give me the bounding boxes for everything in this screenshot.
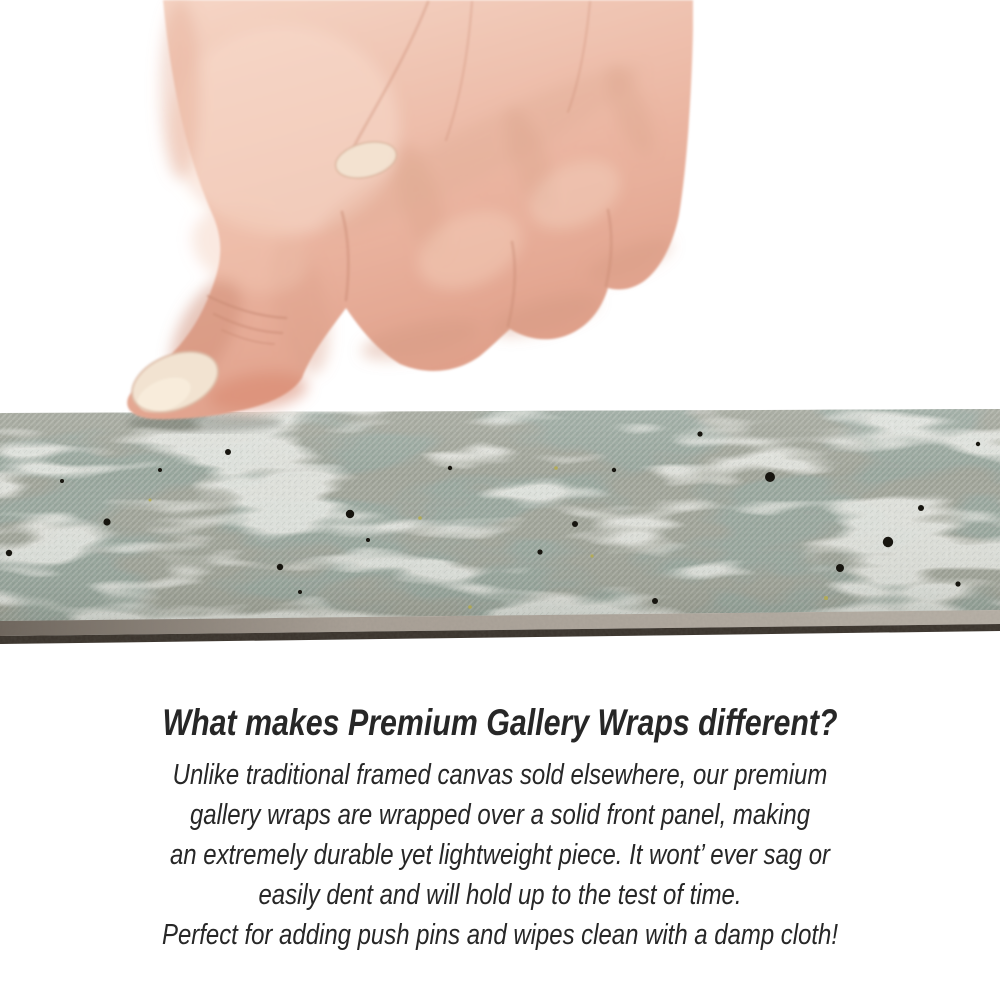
caption-line-3: an extremely durable yet lightweight piece. It wont’ ever sag or <box>169 839 831 871</box>
canvas-strip-face <box>0 405 1000 630</box>
caption-line-1: Unlike traditional framed canvas sold elsewhere, our premium <box>172 759 828 791</box>
hand-photo <box>123 0 693 424</box>
caption-line-5: Perfect for adding push pins and wipes clean with a damp cloth! <box>161 919 839 951</box>
canvas-strip <box>0 405 1000 644</box>
caption-line-2: gallery wraps are wrapped over a solid front panel, making <box>189 799 811 831</box>
caption-title: What makes Premium Gallery Wraps different? <box>162 702 838 743</box>
caption-line-4: easily dent and will hold up to the test of time. <box>258 879 742 911</box>
caption <box>0 700 1000 955</box>
